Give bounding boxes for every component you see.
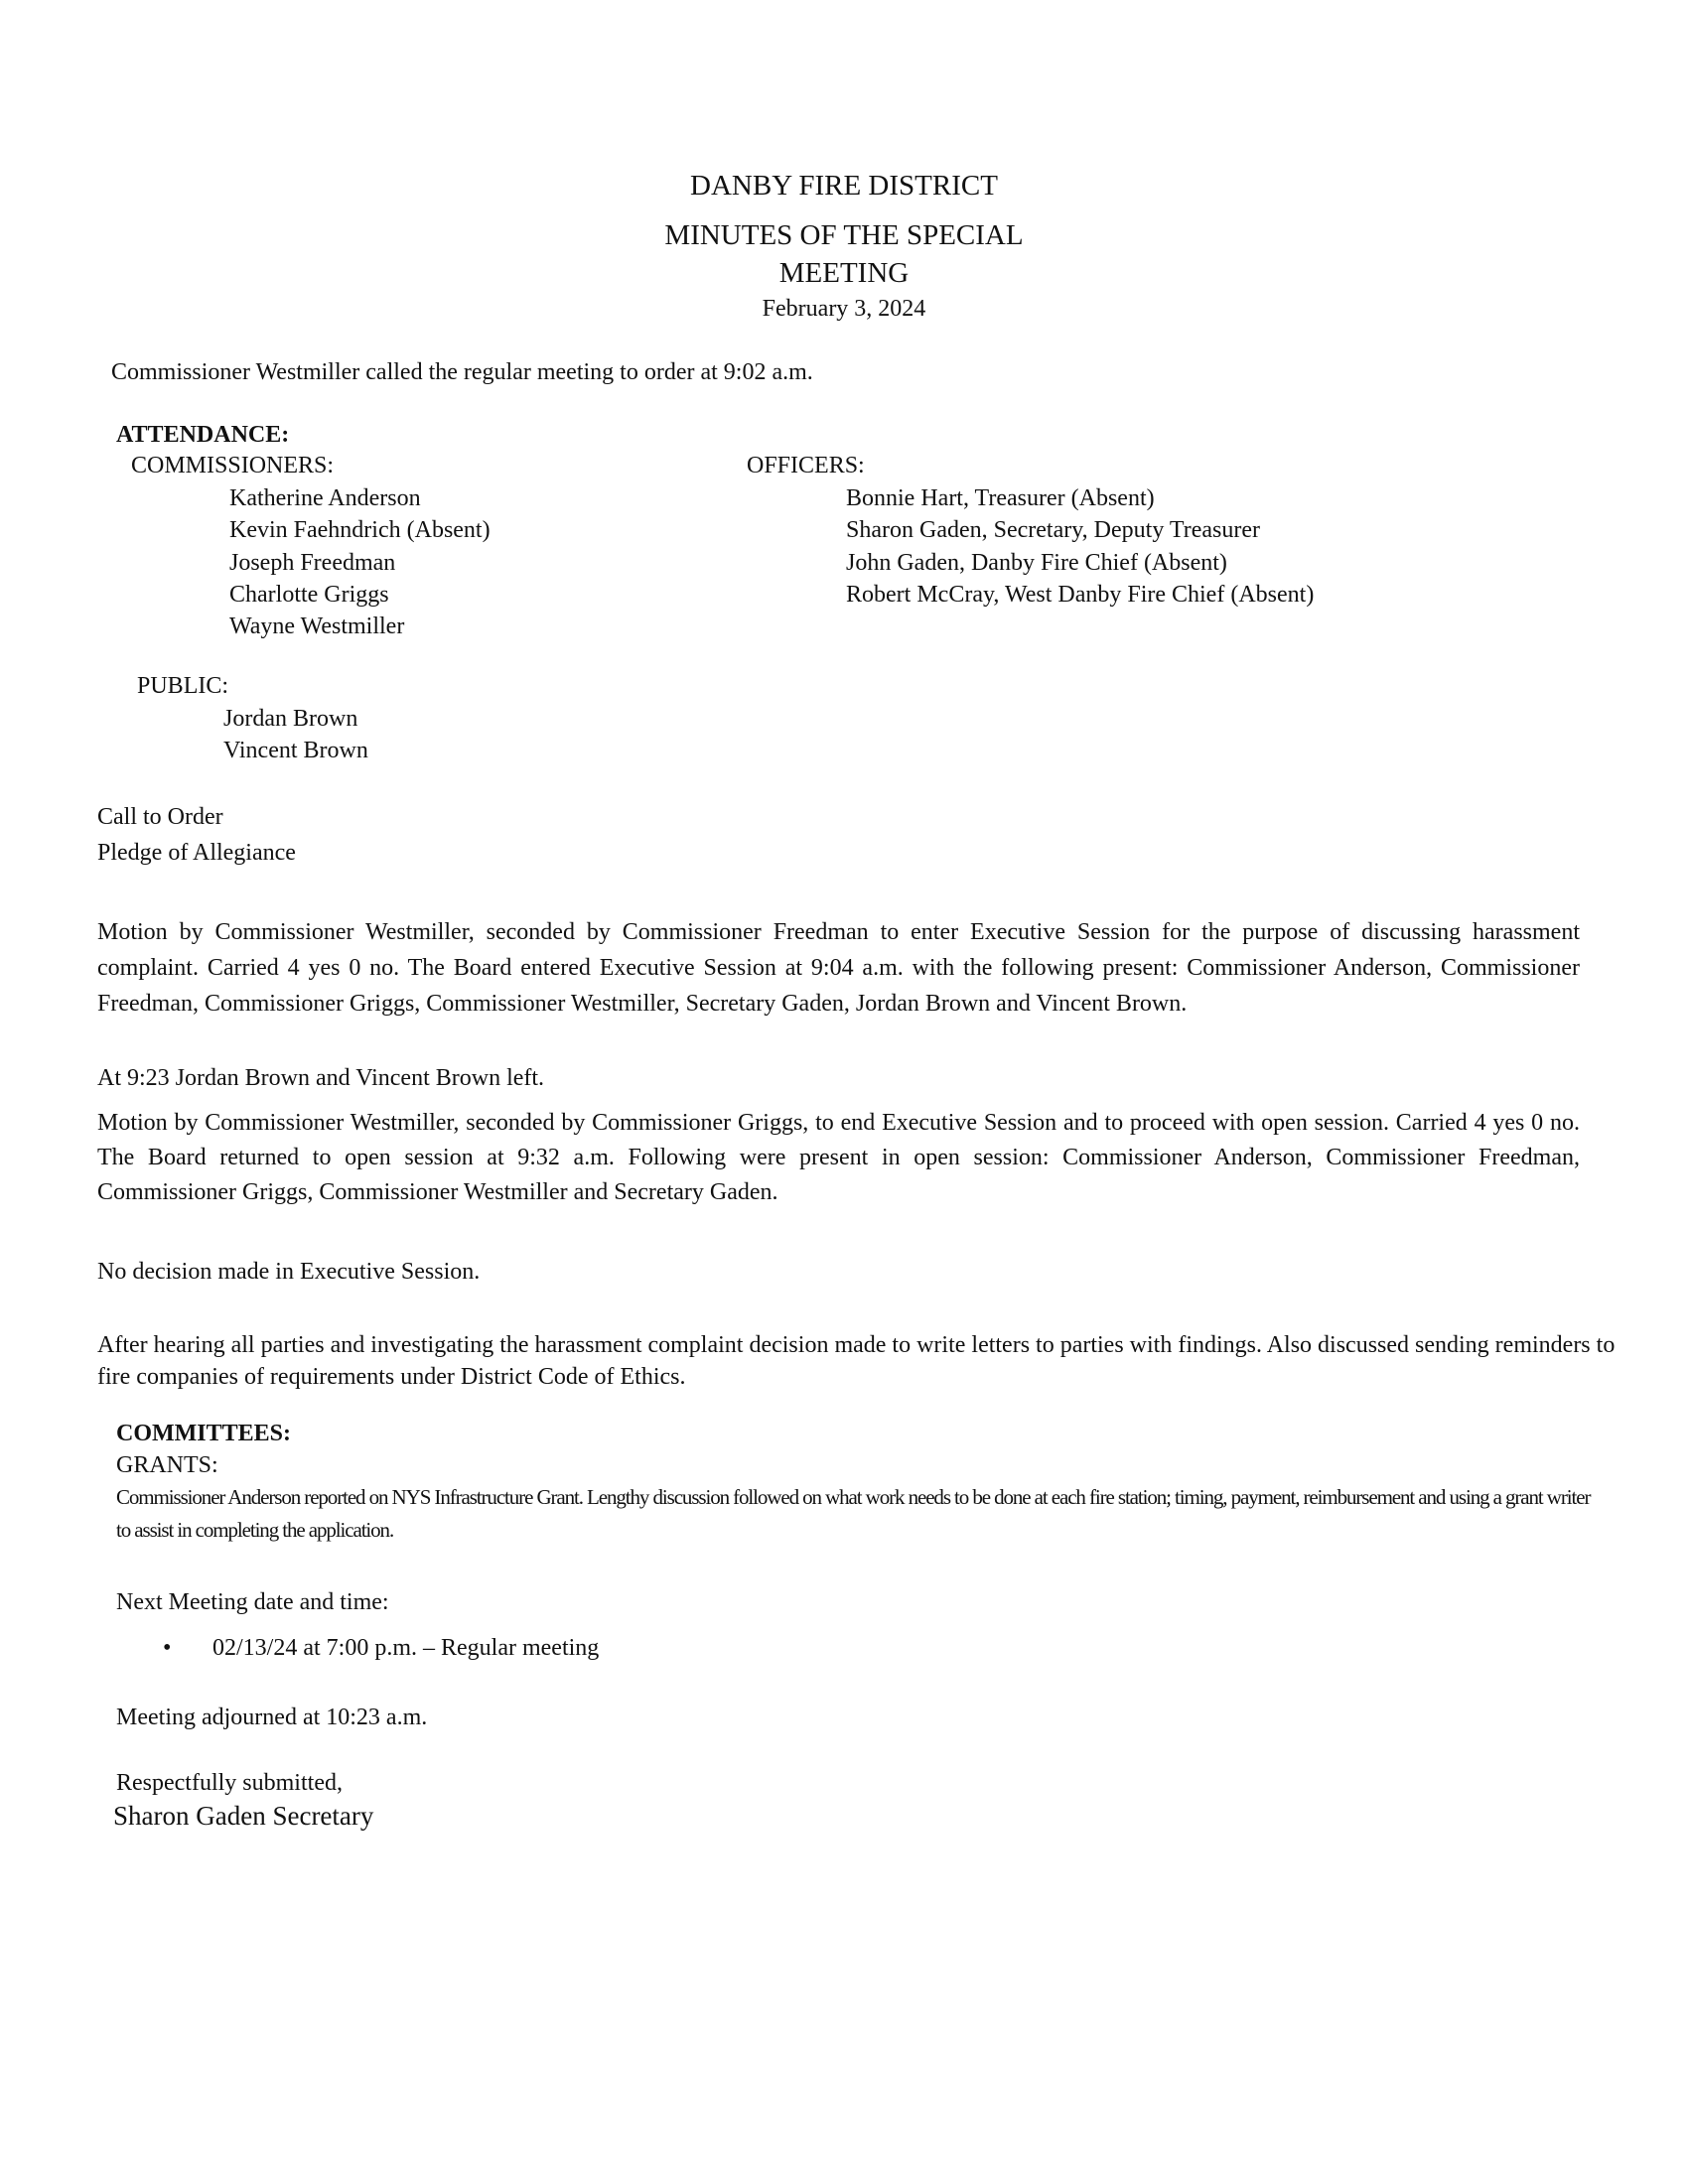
commissioner-name: Katherine Anderson bbox=[229, 485, 421, 511]
grants-text: Commissioner Anderson reported on NYS Infrastructure Grant. Lengthy discussion followed on what work needs to be done at each fire station; timing, payment, reimbursement and using a grant writer to assist in completing the application. bbox=[116, 1485, 1591, 1542]
opening-statement: Commissioner Westmiller called the regular meeting to order at 9:02 a.m. bbox=[111, 359, 813, 385]
next-meeting-label: Next Meeting date and time: bbox=[116, 1589, 389, 1615]
commissioner-name: Kevin Faehndrich (Absent) bbox=[229, 517, 491, 543]
title-line-1: MINUTES OF THE SPECIAL bbox=[664, 219, 1024, 251]
executive-decision: No decision made in Executive Session. bbox=[97, 1259, 481, 1285]
signature: Sharon Gaden Secretary bbox=[113, 1801, 374, 1831]
executive-motion-2: Motion by Commissioner Westmiller, seconded by Commissioner Griggs, to end Executive Session and to proceed with open session. Carried 4 yes 0 no. The Board returned to open session at 9:32 a.m. Following were present in open session: Commissioner Anderson, Commissioner Freedman, Commissioner Griggs, Commissioner Westmiller and Secretary Gaden. bbox=[97, 1110, 1580, 1205]
adjourned-statement: Meeting adjourned at 10:23 a.m. bbox=[116, 1705, 428, 1730]
closing-salutation: Respectfully submitted, bbox=[116, 1770, 343, 1796]
executive-motion-1: Motion by Commissioner Westmiller, seconded by Commissioner Freedman to enter Executive Session for the purpose of discussing harassment complaint. Carried 4 yes 0 no. The Board entered Executive Session at 9:04 a.m. with the following present: Commissioner Anderson, Commissioner Freedman, Commissioner Griggs, Commissioner Westmiller, Secretary Gaden, Jordan Brown and Vincent Brown. bbox=[97, 919, 1580, 1017]
public-left-note: At 9:23 Jordan Brown and Vincent Brown left. bbox=[97, 1065, 545, 1091]
commissioners-label: COMMISSIONERS: bbox=[131, 453, 335, 478]
grants-label: GRANTS: bbox=[116, 1452, 218, 1478]
title-line-2: MEETING bbox=[778, 257, 910, 289]
commissioner-name: Charlotte Griggs bbox=[229, 582, 389, 608]
officer-name: Bonnie Hart, Treasurer (Absent) bbox=[846, 485, 1155, 511]
public-member: Vincent Brown bbox=[223, 738, 368, 763]
bullet-icon: • bbox=[163, 1635, 172, 1661]
attendance-heading: ATTENDANCE: bbox=[116, 422, 290, 448]
commissioner-name: Joseph Freedman bbox=[229, 550, 396, 576]
public-label: PUBLIC: bbox=[137, 673, 229, 699]
meeting-date: February 3, 2024 bbox=[762, 296, 926, 322]
committees-heading: COMMITTEES: bbox=[116, 1421, 292, 1446]
agenda-item: Pledge of Allegiance bbox=[97, 840, 296, 866]
public-member: Jordan Brown bbox=[223, 706, 358, 732]
findings-paragraph: After hearing all parties and investigating the harassment complaint decision made to write letters to parties with findings. Also discussed sending reminders to fire companies of requirements under District Code of Ethics. bbox=[97, 1332, 1616, 1390]
officers-label: OFFICERS: bbox=[747, 453, 865, 478]
agenda-item: Call to Order bbox=[97, 804, 223, 830]
commissioner-name: Wayne Westmiller bbox=[229, 614, 405, 639]
officer-name: Sharon Gaden, Secretary, Deputy Treasurer bbox=[846, 517, 1260, 543]
next-meeting-item: 02/13/24 at 7:00 p.m. – Regular meeting bbox=[212, 1635, 600, 1661]
org-name: DANBY FIRE DISTRICT bbox=[690, 170, 998, 202]
officer-name: John Gaden, Danby Fire Chief (Absent) bbox=[846, 550, 1227, 576]
officer-name: Robert McCray, West Danby Fire Chief (Absent) bbox=[846, 582, 1315, 608]
